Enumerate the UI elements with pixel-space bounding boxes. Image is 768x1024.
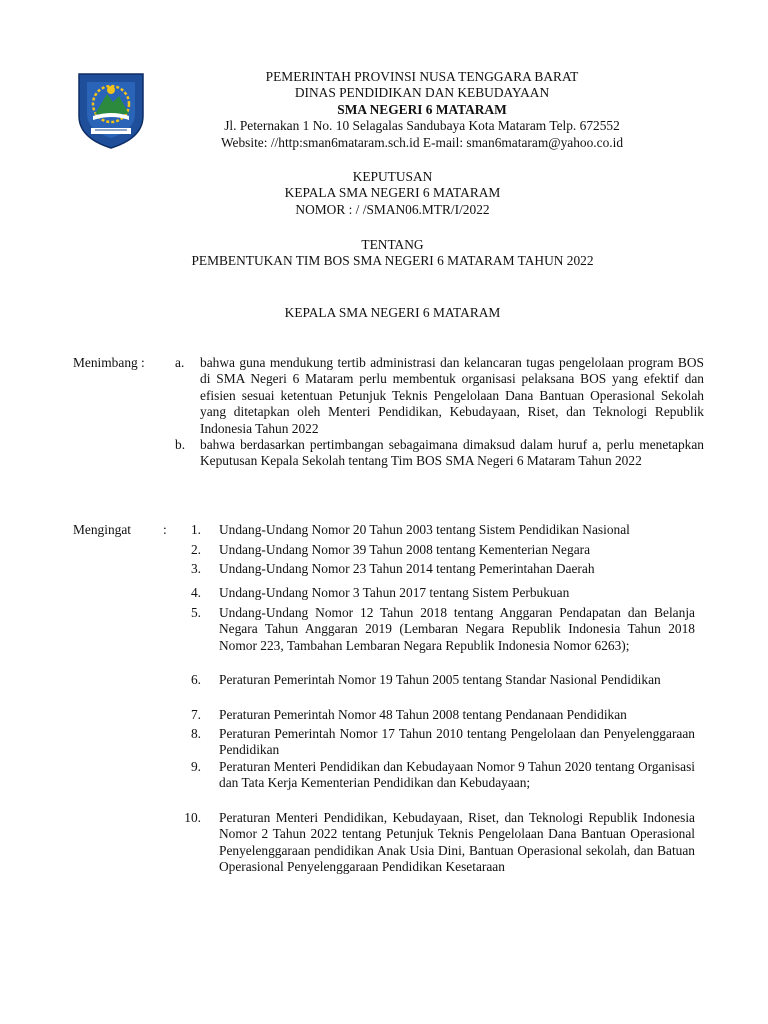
ntb-emblem-logo xyxy=(73,70,149,150)
law-number: 7. xyxy=(190,707,201,722)
decree-about: TENTANG xyxy=(361,237,424,252)
law-text: Peraturan Menteri Pendidikan dan Kebudayaan Nomor 9 Tahun 2020 tentang Organisasi dan Tata Kerja Kementerian Pendidikan dan Kebudayaan; xyxy=(219,759,695,791)
law-item xyxy=(175,707,695,723)
header-province: PEMERINTAH PROVINSI NUSA TENGGARA BARAT xyxy=(265,69,579,84)
law-text: Peraturan Pemerintah Nomor 19 Tahun 2005 tentang Standar Nasional Pendidikan xyxy=(219,672,661,687)
header-department: DINAS PENDIDIKAN DAN KEBUDAYAAN xyxy=(294,85,550,101)
law-item xyxy=(175,561,695,577)
decree-number: NOMOR : / /SMAN06.MTR/I/2022 xyxy=(295,201,490,217)
menimbang-item xyxy=(175,437,704,470)
law-item xyxy=(175,585,695,601)
law-item xyxy=(175,759,695,792)
law-text: Undang-Undang Nomor 23 Tahun 2014 tentang Pemerintahan Daerah xyxy=(219,561,595,576)
header-address: Jl. Peternakan 1 No. 10 Selagalas Sandubaya Kota Mataram Telp. 672552 xyxy=(224,118,620,134)
law-text: Undang-Undang Nomor 20 Tahun 2003 tentang Sistem Pendidikan Nasional xyxy=(219,522,630,537)
decree-subject: PEMBENTUKAN TIM BOS SMA NEGERI 6 MATARAM TAHUN 2022 xyxy=(191,253,594,269)
law-number: 1. xyxy=(190,522,201,537)
mengingat-colon: : xyxy=(163,522,167,537)
law-text: Peraturan Pemerintah Nomor 17 Tahun 2010 tentang Pengelolaan dan Penyelenggaraan Pendidikan xyxy=(219,726,695,758)
header-contact: Website: //http:sman6mataram.sch.id E-mail: sman6mataram@yahoo.co.id xyxy=(220,134,624,150)
decree-title: KEPUTUSAN xyxy=(352,169,433,184)
law-number: 6. xyxy=(190,672,201,687)
law-number: 10. xyxy=(184,810,201,825)
menimbang-marker: a. xyxy=(175,355,185,370)
menimbang-marker: b. xyxy=(175,437,186,453)
menimbang-list xyxy=(175,355,704,470)
decree-issuer: KEPALA SMA NEGERI 6 MATARAM xyxy=(284,185,501,201)
law-item xyxy=(175,522,695,538)
decree-signer: KEPALA SMA NEGERI 6 MATARAM xyxy=(284,305,501,320)
law-item xyxy=(175,810,695,876)
law-text: Undang-Undang Nomor 3 Tahun 2017 tentang Sistem Perbukuan xyxy=(219,585,570,600)
law-number: 3. xyxy=(190,561,201,576)
menimbang-item xyxy=(175,355,704,437)
law-item xyxy=(175,726,695,759)
law-item xyxy=(175,605,695,654)
mengingat-label: Mengingat xyxy=(73,522,132,537)
law-number: 2. xyxy=(190,542,201,557)
law-text: Peraturan Menteri Pendidikan, Kebudayaan, Riset, dan Teknologi Republik Indonesia Nomor 2 Tahun 2022 tentang Petunjuk Teknis Pengelolaan Dana Bantuan Operasional Penyelenggaraan pendidikan Anak Usia Dini, Bantuan Operasional sekolah, dan Batuan Operasional Penyelenggaraan Pendidikan Kesetaraan xyxy=(219,810,695,875)
menimbang-text: bahwa berdasarkan pertimbangan sebagaimana dimaksud dalam huruf a, perlu menetapkan Keputusan Kepala Sekolah tentang Tim BOS SMA Negeri 6 Mataram Tahun 2022 xyxy=(200,437,704,469)
law-text: Peraturan Pemerintah Nomor 48 Tahun 2008 tentang Pendanaan Pendidikan xyxy=(219,707,627,722)
menimbang-text: bahwa guna mendukung tertib administrasi dan kelancaran tugas pengelolaan program BOS di SMA Negeri 6 Mataram perlu membentuk organisasi pelaksana BOS yang efektif dan efisien sesuai ketentuan Petunjuk Teknis Pengelolaan Dana Bantuan Operasional Sekolah yang ditetapkan oleh Menteri Pendidikan, Kebudayaan, Riset, dan Teknologi Republik Indonesia Tahun 2022 xyxy=(200,355,704,436)
letterhead xyxy=(160,69,684,151)
decree-title-block xyxy=(84,169,701,218)
ntb-emblem-icon xyxy=(73,70,149,150)
law-item xyxy=(175,672,695,688)
law-text: Undang-Undang Nomor 39 Tahun 2008 tentang Kementerian Negara xyxy=(219,542,591,557)
decree-subject-block xyxy=(84,237,701,270)
law-number: 5. xyxy=(190,605,201,620)
law-number: 4. xyxy=(190,585,201,600)
law-text: Undang-Undang Nomor 12 Tahun 2018 tentang Anggaran Pendapatan dan Belanja Negara Tahun Anggaran 2019 (Lembaran Negara Republik Indonesia Tahun 2018 Nomor 223, Tambahan Lembaran Negara Republik Indonesia Nomor 6263); xyxy=(219,605,695,653)
decree-signer-block xyxy=(84,305,701,321)
menimbang-label: Menimbang : xyxy=(73,355,145,370)
law-number: 9. xyxy=(190,759,201,774)
law-item xyxy=(175,542,695,558)
law-number: 8. xyxy=(190,726,201,741)
header-school-name: SMA NEGERI 6 MATARAM xyxy=(337,101,507,117)
